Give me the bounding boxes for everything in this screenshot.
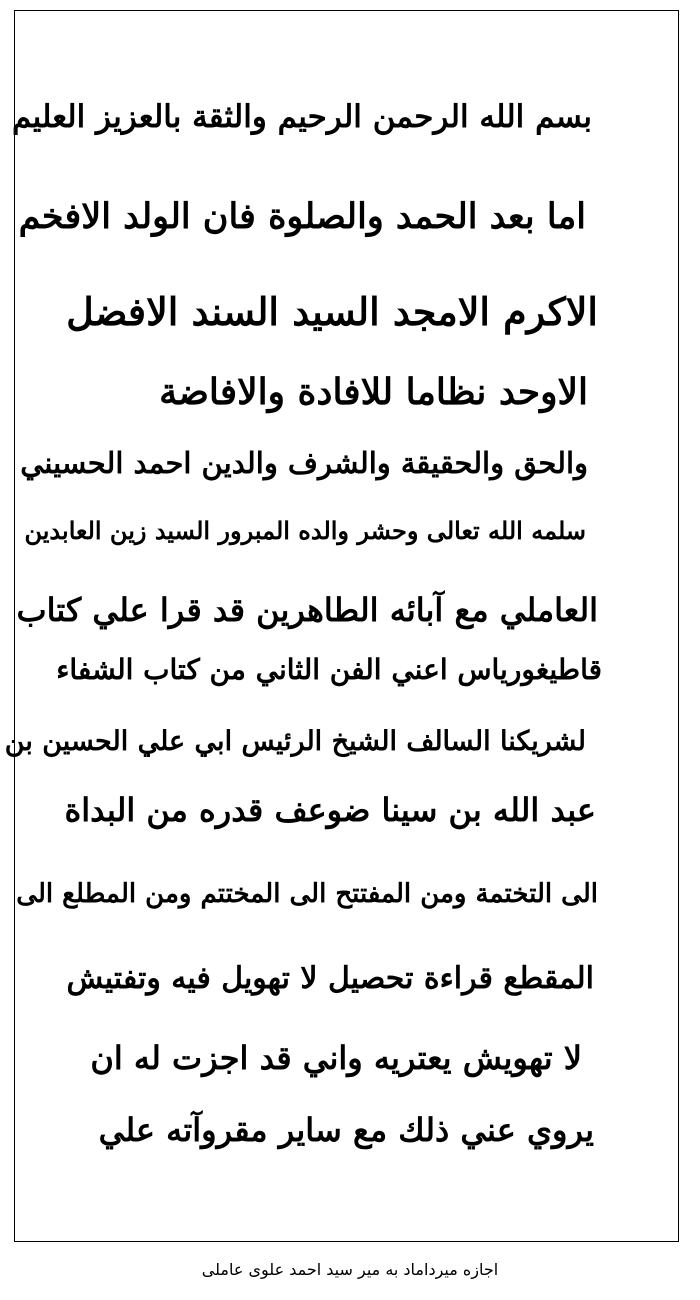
manuscript-line-11: الى التختمة ومن المفتتح الى المختتم ومن المطلع الى (16, 879, 598, 909)
manuscript-line-10: عبد الله بن سينا ضوعف قدره من البداة (64, 791, 596, 829)
manuscript-frame (4, 10, 679, 1242)
figure-caption: اجازه میرداماد به میر سید احمد علوی عاملی (201, 1260, 499, 1279)
manuscript-line-12: المقطع قراءة تحصيل لا تهويل فيه وتفتيش (66, 961, 594, 996)
manuscript-line-14: يروي عني ذلك مع ساير مقروآته علي (98, 1111, 594, 1149)
manuscript-line-13: لا تهويش يعتريه واني قد اجزت له ان (90, 1039, 582, 1077)
manuscript-line-7: العاملي مع آبائه الطاهرين قد قرا علي كتاب (16, 591, 598, 629)
manuscript-text (4, 11, 678, 1241)
manuscript-line-1: بسم الله الرحمن الرحيم والثقة بالعزيز العليم (11, 99, 592, 135)
manuscript-line-4: الاوحد نظاما للافادة والافاضة (159, 371, 588, 413)
manuscript-line-3: الاكرم الامجد السيد السند الافضل (66, 289, 598, 334)
manuscript-line-8: قاطيغورياس اعني الفن الثاني من كتاب الشفاء (56, 653, 602, 686)
manuscript-line-5: والحق والحقيقة والشرف والدين احمد الحسيني (20, 446, 588, 480)
manuscript-line-9: لشريكنا السالف الشيخ الرئيس ابي علي الحسين بن (4, 726, 586, 757)
manuscript-line-2: اما بعد الحمد والصلوة فان الولد الافخم (18, 196, 586, 237)
manuscript-line-6: سلمه الله تعالى وحشر والده المبرور السيد زين العابدين (24, 516, 586, 545)
